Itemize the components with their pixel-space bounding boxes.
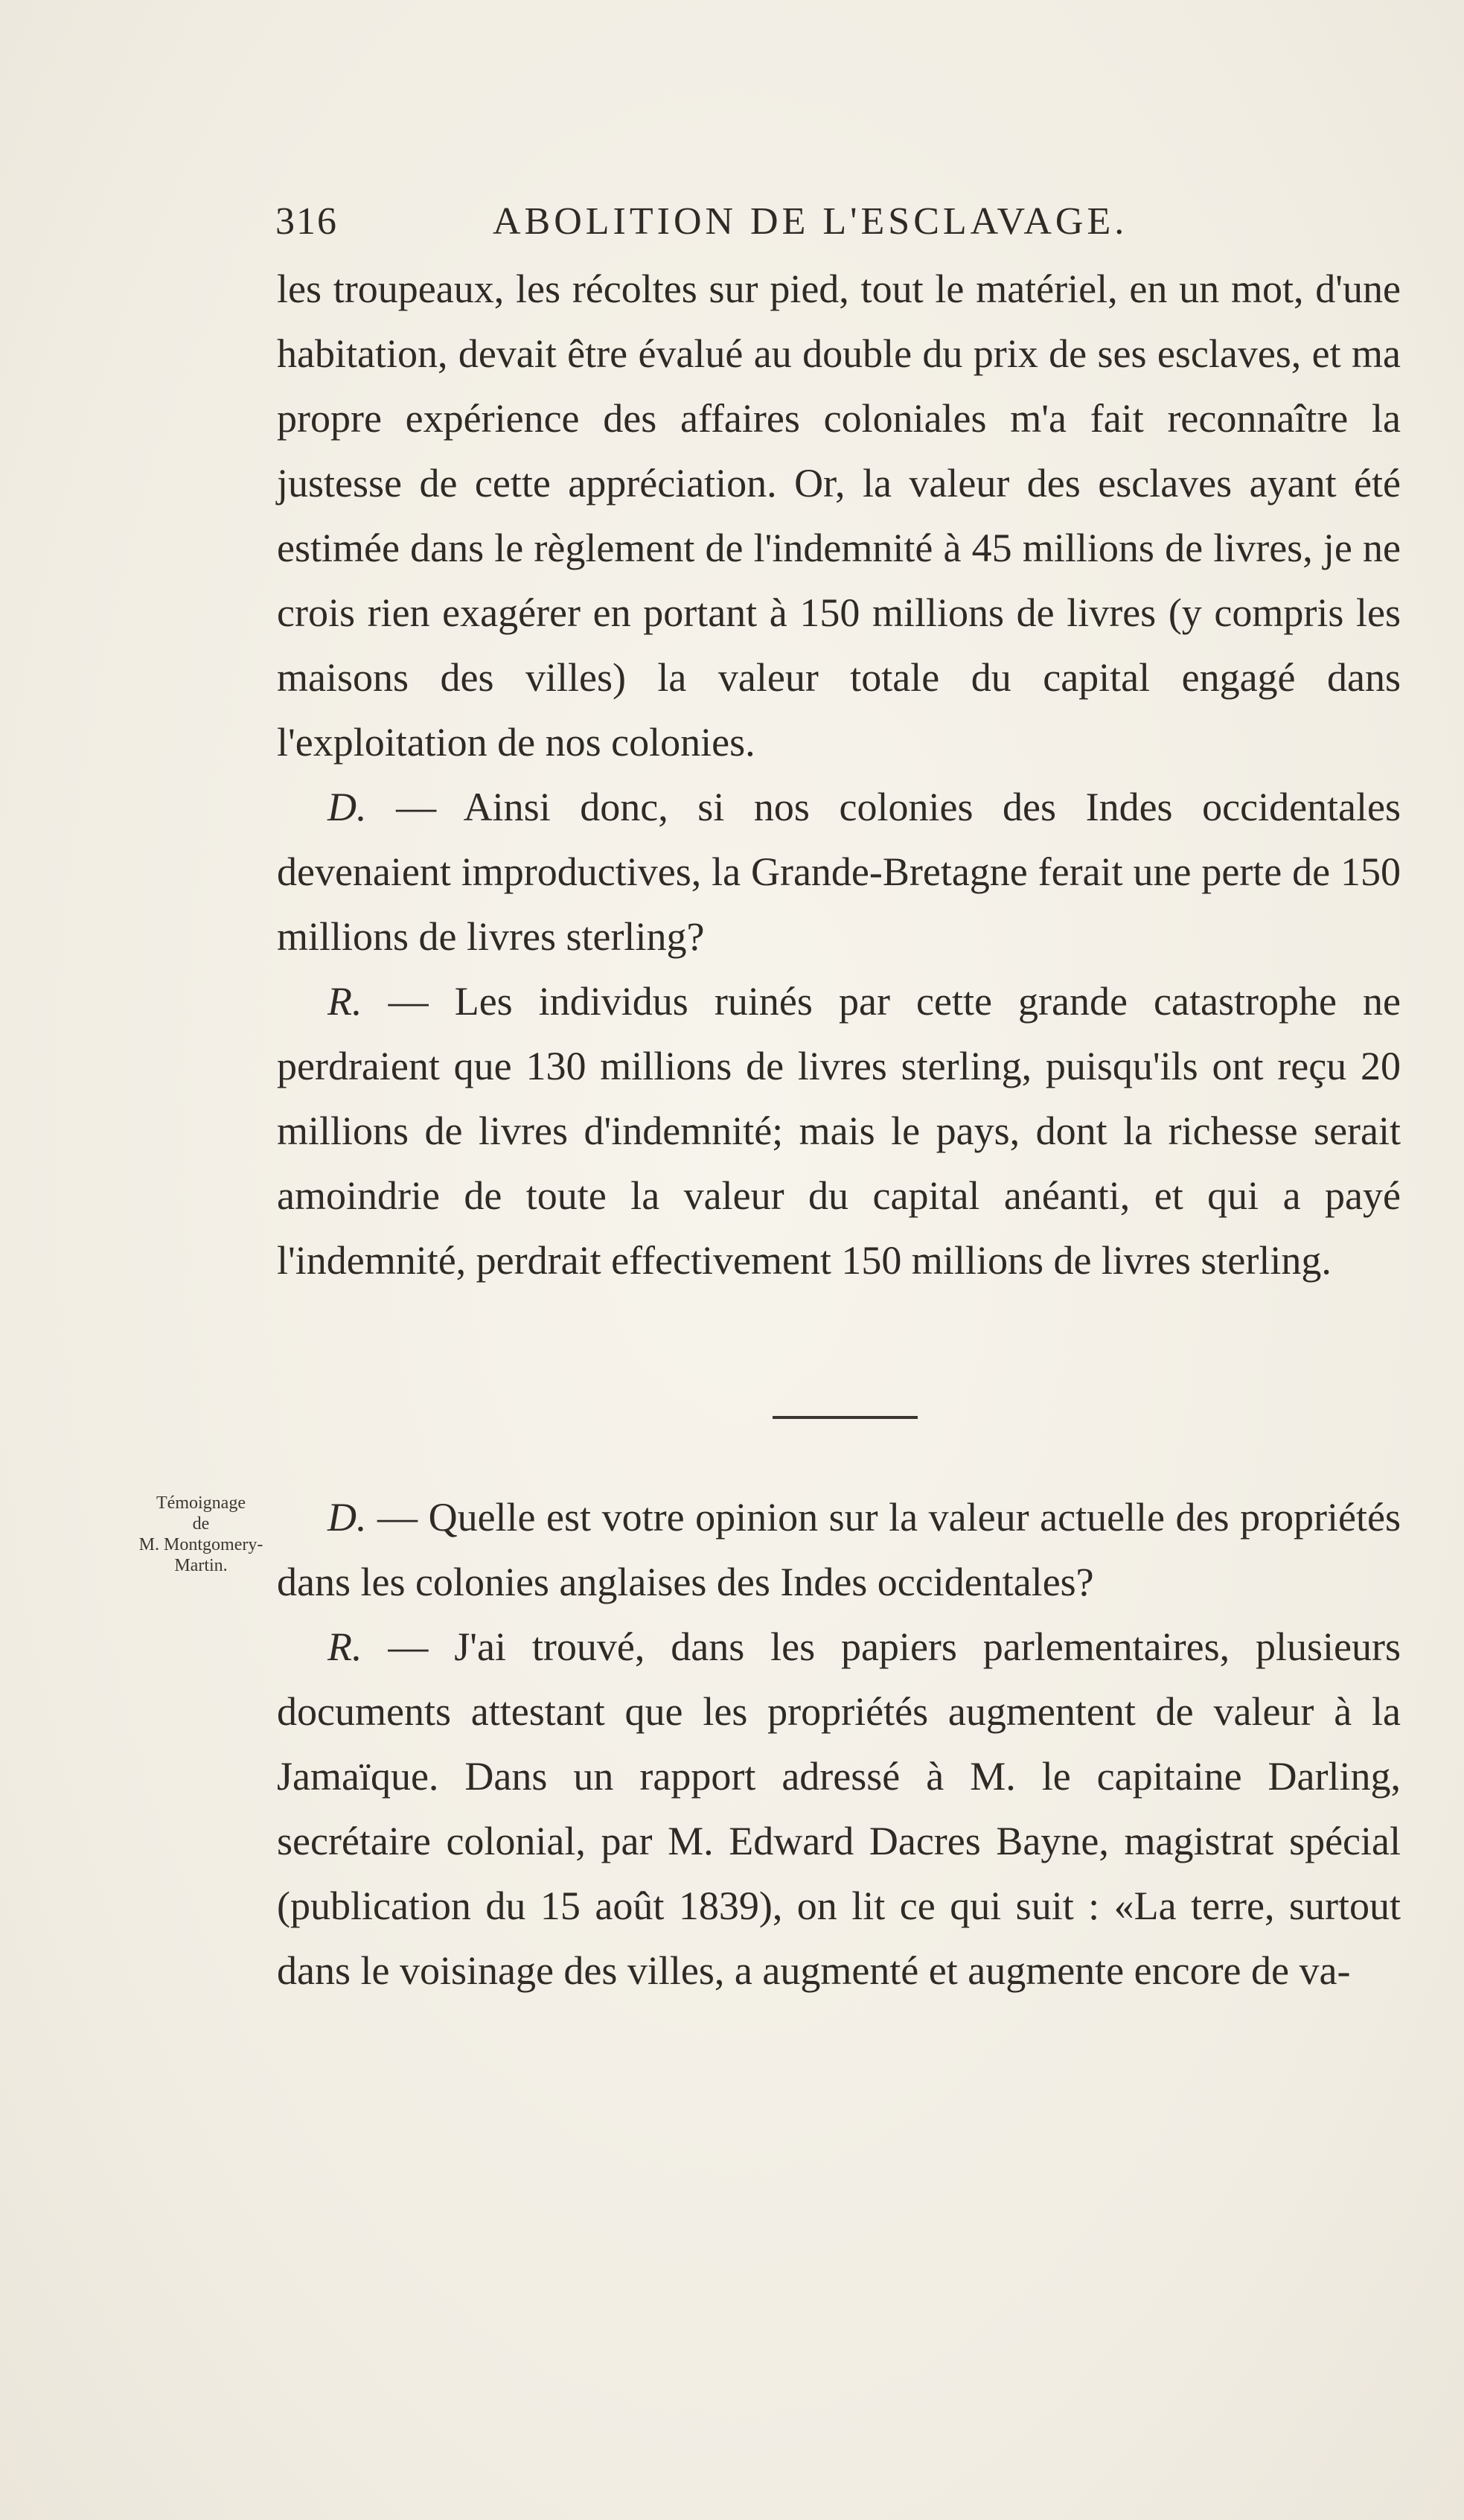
paragraph-text: — Quelle est votre opinion sur la valeur actuelle des propriétés dans les colonies anglaises des Indes occidentales? (277, 1495, 1401, 1604)
speaker-label: R. (327, 979, 362, 1024)
text-block-1 (277, 257, 1401, 1293)
margin-note-line: de (192, 1514, 210, 1534)
margin-note-line: M. Montgomery- (138, 1535, 263, 1554)
paragraph (277, 969, 1401, 1293)
paragraph-text: — Ainsi donc, si nos colonies des Indes occidentales devenaient improductives, la Grande-Bretagne ferait une perte de 150 millions de livres sterling? (277, 785, 1401, 959)
margin-note-line: Martin. (174, 1556, 228, 1575)
paragraph (277, 775, 1401, 969)
paragraph (277, 1615, 1401, 2003)
page-number: 316 (275, 200, 338, 243)
running-head: ABOLITION DE L'ESCLAVAGE. (493, 200, 1128, 243)
section-divider (773, 1416, 918, 1419)
speaker-label: R. (327, 1624, 362, 1669)
paragraph-text: — Les individus ruinés par cette grande catastrophe ne perdraient que 130 millions de livres sterling, puisqu'ils ont reçu 20 millions de livres d'indemnité; mais le pays, dont la richesse serait amoindrie de toute la valeur du capital anéanti, et qui a payé l'indemnité, perdrait effectivement 150 millions de livres sterling. (277, 979, 1401, 1283)
paragraph-text: — J'ai trouvé, dans les papiers parlementaires, plusieurs documents attestant que les propriétés augmentent de valeur à la Jamaïque. Dans un rapport adressé à M. le capitaine Darling, secrétaire colonial, par M. Edward Dacres Bayne, magistrat spécial (publication du 15 août 1839), on lit ce qui suit : «La terre, surtout dans le voisinage des villes, a augmenté et augmente encore de va- (277, 1624, 1401, 1993)
text-block-2 (277, 1485, 1401, 2003)
page-header (275, 200, 1258, 259)
margin-note (108, 1493, 294, 1576)
paragraph (277, 1485, 1401, 1615)
speaker-label: D. (327, 785, 367, 829)
paragraph: les troupeaux, les récoltes sur pied, tout le matériel, en un mot, d'une habitation, devait être évalué au double du prix de ses esclaves, et ma propre expérience des affaires coloniales m'a fait reconnaître la justesse de cette appréciation. Or, la valeur des esclaves ayant été estimée dans le règlement de l'indemnité à 45 millions de livres, je ne crois rien exagérer en portant à 150 millions de livres (y compris les maisons des villes) la valeur totale du capital engagé dans l'exploitation de nos colonies. (277, 267, 1401, 765)
speaker-label: D. (327, 1495, 367, 1540)
margin-note-line: Témoignage (156, 1493, 246, 1513)
